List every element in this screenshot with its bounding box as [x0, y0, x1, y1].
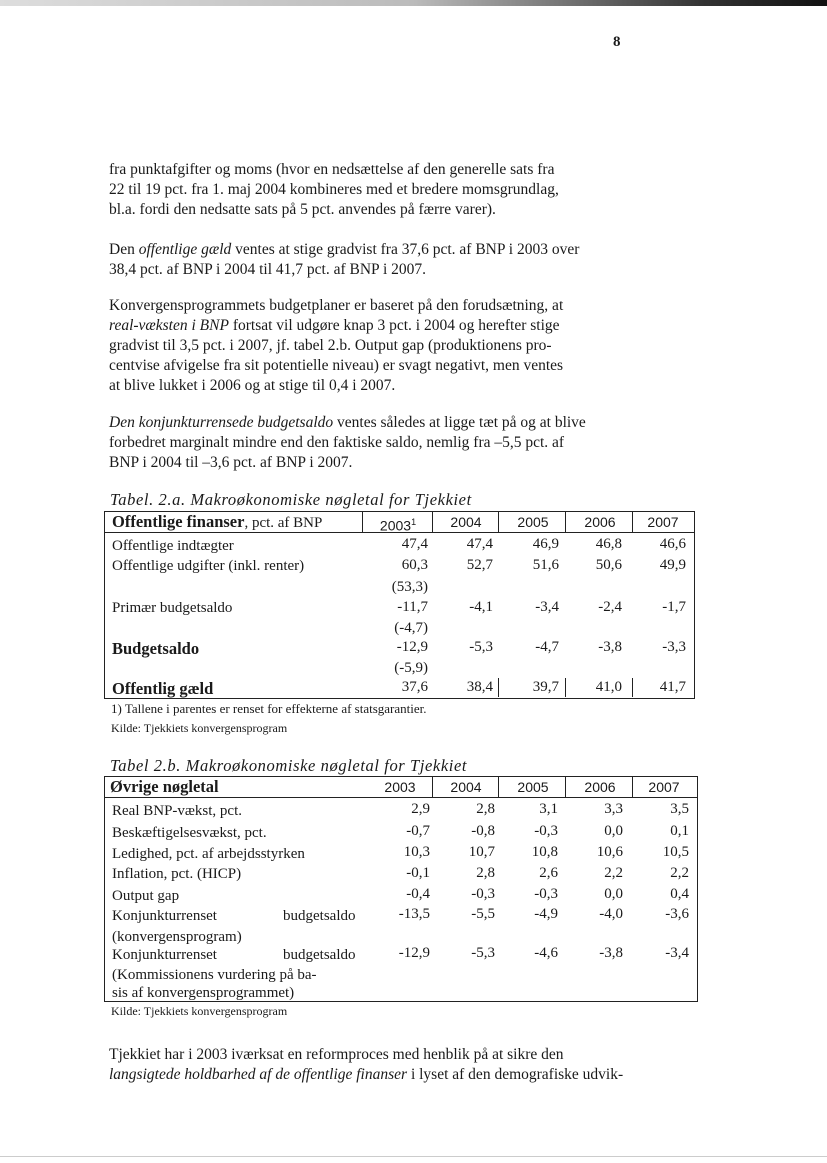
- cell-value: 0,0: [604, 886, 623, 902]
- cell-value: 10,6: [596, 844, 623, 860]
- cell-value: 41,7: [659, 679, 686, 695]
- row-label: Konjunkturrenset: [112, 947, 217, 963]
- p2-line-2: 38,4 pct. af BNP i 2004 til 41,7 pct. af BNP i 2007.: [109, 261, 427, 278]
- cell-value: -12,9: [396, 639, 428, 655]
- table-a-year: 2003$^1$: [379, 517, 417, 534]
- p2-pre: Den: [109, 241, 139, 258]
- cell-value: 2,2: [670, 865, 689, 881]
- table-a-year-footnote-mark: 1: [411, 517, 417, 527]
- p3-line-2: fortsat vil udgøre knap 3 pct. i 2004 og herefter stige: [228, 317, 560, 334]
- table-a-source: Kilde: Tjekkiets konvergensprogram: [111, 721, 288, 735]
- row-label: Ledighed, pct. af arbejdsstyrken: [112, 846, 305, 862]
- cell-value: 2,8: [476, 801, 495, 817]
- scan-top-edge: [0, 0, 827, 6]
- table-a-col-divider: [432, 511, 433, 532]
- cell-value: 50,6: [595, 557, 622, 573]
- table-a-col-divider: [565, 511, 566, 532]
- cell-value: -3,8: [599, 945, 623, 961]
- p3-emphasis: real-væksten i BNP: [109, 317, 229, 334]
- cell-value: 3,3: [604, 801, 623, 817]
- p1-line-1: fra punktafgifter og moms (hvor en nedsættelse af den generelle sats fra: [109, 161, 555, 178]
- cell-value: -4,1: [469, 599, 493, 615]
- cell-value: 2,6: [539, 865, 558, 881]
- table-b-col-divider: [432, 776, 433, 797]
- cell-value: -0,7: [406, 823, 430, 839]
- cell-value: 51,6: [532, 557, 559, 573]
- cell-value: 0,1: [670, 823, 689, 839]
- cell-value: 2,2: [604, 865, 623, 881]
- paragraph-3: [109, 296, 631, 396]
- cell-value: -3,4: [665, 945, 689, 961]
- table-b-header: Øvrige nøgletal: [110, 777, 219, 796]
- table-a-col-divider: [498, 511, 499, 532]
- p1-line-2: 22 til 19 pct. fra 1. maj 2004 kombineres med et bredere momsgrundlag,: [109, 181, 559, 198]
- p4-emphasis: Den konjunkturrensede budgetsaldo: [109, 414, 334, 431]
- p3-line-4: centvise afvigelse fra sit potentielle niveau) er svagt negativt, men ventes: [109, 357, 564, 374]
- cell-value: 47,4: [401, 536, 428, 552]
- page-number: 8: [613, 34, 621, 50]
- cell-value: 60,3: [401, 557, 428, 573]
- table-b-year: 2003: [384, 779, 416, 795]
- cell-value: 2,9: [411, 801, 430, 817]
- row-label: (konvergensprogram): [112, 929, 242, 945]
- cell-value: -5,3: [469, 639, 493, 655]
- p3-line-5: at blive lukket i 2006 og at stige til 0,4 i 2007.: [109, 377, 396, 394]
- p5-emphasis: langsigtede holdbarhed af de offentlige finanser: [109, 1066, 408, 1083]
- cell-value: 0,0: [604, 823, 623, 839]
- row-label: (Kommissionens vurdering på ba-: [112, 967, 317, 983]
- p2-post: ventes at stige gradvist fra 37,6 pct. af BNP i 2003 over: [231, 241, 580, 258]
- p5-line-1: Tjekkiet har i 2003 iværksat en reformproces med henblik på at sikre den: [109, 1046, 564, 1063]
- cell-value: -0,3: [534, 823, 558, 839]
- row-label: Budgetsaldo: [112, 639, 200, 658]
- cell-value: 47,4: [466, 536, 493, 552]
- p5-line-2: i lyset af den demografiske udvik-: [407, 1066, 624, 1083]
- table-a-header: [112, 513, 322, 532]
- table-a-col-divider: [632, 511, 633, 532]
- table-b-year: 2007: [648, 779, 680, 795]
- cell-value: -3,8: [598, 639, 622, 655]
- cell-value: -13,5: [398, 906, 430, 922]
- cell-value: -0,8: [471, 823, 495, 839]
- cell-value: -0,1: [406, 865, 430, 881]
- cell-value: 46,8: [595, 536, 622, 552]
- p4-line-3: BNP i 2004 til –3,6 pct. af BNP i 2007.: [109, 454, 353, 471]
- paragraph-5: [109, 1045, 649, 1085]
- table-a-col-divider: [565, 678, 566, 697]
- table-b-col-divider: [498, 776, 499, 797]
- row-label: budgetsaldo: [283, 947, 356, 963]
- cell-value: 3,1: [539, 801, 558, 817]
- p3-line-3: gradvist til 3,5 pct. i 2007, jf. tabel 2.b. Output gap (produktionens pro-: [109, 337, 552, 354]
- cell-value: 41,0: [595, 679, 622, 695]
- table-a-col-divider: [362, 511, 363, 532]
- cell-value: 46,9: [532, 536, 559, 552]
- cell-value: 10,7: [468, 844, 495, 860]
- cell-value: -3,6: [665, 906, 689, 922]
- cell-value: -4,7: [535, 639, 559, 655]
- table-a-year: 2007: [647, 514, 679, 530]
- cell-value: -0,3: [471, 886, 495, 902]
- table-a-header-rest: , pct. af BNP: [244, 515, 323, 531]
- cell-value: 37,6: [401, 679, 428, 695]
- cell-value: 0,4: [670, 886, 689, 902]
- table-a-year: 2004: [450, 514, 482, 530]
- cell-value: -5,3: [471, 945, 495, 961]
- table-a-col-divider: [498, 678, 499, 697]
- row-label: budgetsaldo: [283, 908, 356, 924]
- table-a-year: 2005: [517, 514, 549, 530]
- paragraph-4: [109, 413, 631, 473]
- cell-sub-value: (-4,7): [394, 620, 428, 636]
- cell-value: 3,5: [670, 801, 689, 817]
- table-b-header-rule: [104, 797, 697, 798]
- table-a-caption: Tabel. 2.a. Makroøkonomiske nøgletal for Tjekkiet: [110, 490, 472, 509]
- p4-line-1: ventes således at ligge tæt på og at blive: [333, 414, 586, 431]
- cell-value: 39,7: [532, 679, 559, 695]
- p2-emphasis: offentlige gæld: [138, 241, 232, 258]
- table-b-caption: Tabel 2.b. Makroøkonomiske nøgletal for Tjekkiet: [110, 756, 468, 775]
- cell-value: -4,6: [534, 945, 558, 961]
- cell-value: 10,3: [403, 844, 430, 860]
- cell-sub-value: (-5,9): [394, 660, 428, 676]
- row-label: Primær budgetsaldo: [112, 600, 233, 616]
- row-label: Offentlig gæld: [112, 679, 214, 698]
- cell-value: -0,4: [406, 886, 430, 902]
- table-b-year: 2006: [584, 779, 616, 795]
- p4-line-2: forbedret marginalt mindre end den faktiske saldo, nemlig fra –5,5 pct. af: [109, 434, 565, 451]
- cell-value: -3,4: [535, 599, 559, 615]
- cell-sub-value: (53,3): [391, 579, 428, 595]
- paragraph-1: [109, 160, 631, 220]
- cell-value: 10,8: [531, 844, 558, 860]
- scan-bottom-edge: [0, 1156, 827, 1157]
- cell-value: -5,5: [471, 906, 495, 922]
- cell-value: -3,3: [662, 639, 686, 655]
- cell-value: -2,4: [598, 599, 622, 615]
- cell-value: -11,7: [397, 599, 428, 615]
- cell-value: -4,9: [534, 906, 558, 922]
- table-b-col-divider: [632, 776, 633, 797]
- row-label: Output gap: [112, 888, 180, 904]
- table-a-footnote: 1) Tallene i parentes er renset for effekterne af statsgarantier.: [111, 701, 427, 716]
- table-b-year: 2005: [517, 779, 549, 795]
- paragraph-2: [109, 240, 631, 280]
- cell-value: -12,9: [398, 945, 430, 961]
- table-b-col-divider: [565, 776, 566, 797]
- row-label: Offentlige udgifter (inkl. renter): [112, 558, 305, 574]
- cell-value: -0,3: [534, 886, 558, 902]
- row-label: Konjunkturrenset: [112, 908, 217, 924]
- table-b-year: 2004: [450, 779, 482, 795]
- table-a-year: 2006: [584, 514, 616, 530]
- cell-value: 10,5: [662, 844, 689, 860]
- cell-value: 46,6: [659, 536, 686, 552]
- cell-value: 38,4: [466, 679, 493, 695]
- cell-value: 2,8: [476, 865, 495, 881]
- row-label: Inflation, pct. (HICP): [112, 866, 242, 882]
- row-label: Real BNP-vækst, pct.: [112, 803, 242, 819]
- row-label: sis af konvergensprogrammet): [112, 985, 295, 1001]
- row-label: Offentlige indtægter: [112, 538, 234, 554]
- table-b-source: Kilde: Tjekkiets konvergensprogram: [111, 1004, 288, 1018]
- cell-value: -4,0: [599, 906, 623, 922]
- table-a-header-bold: Offentlige finanser: [112, 512, 245, 531]
- table-a-col-divider: [632, 678, 633, 697]
- cell-value: 52,7: [466, 557, 493, 573]
- cell-value: -1,7: [662, 599, 686, 615]
- row-label: Beskæftigelsesvækst, pct.: [112, 825, 267, 841]
- p3-line-1: Konvergensprogrammets budgetplaner er baseret på den forudsætning, at: [109, 297, 564, 314]
- cell-value: 49,9: [659, 557, 686, 573]
- p1-line-3: bl.a. fordi den nedsatte sats på 5 pct. anvendes på færre varer).: [109, 201, 496, 218]
